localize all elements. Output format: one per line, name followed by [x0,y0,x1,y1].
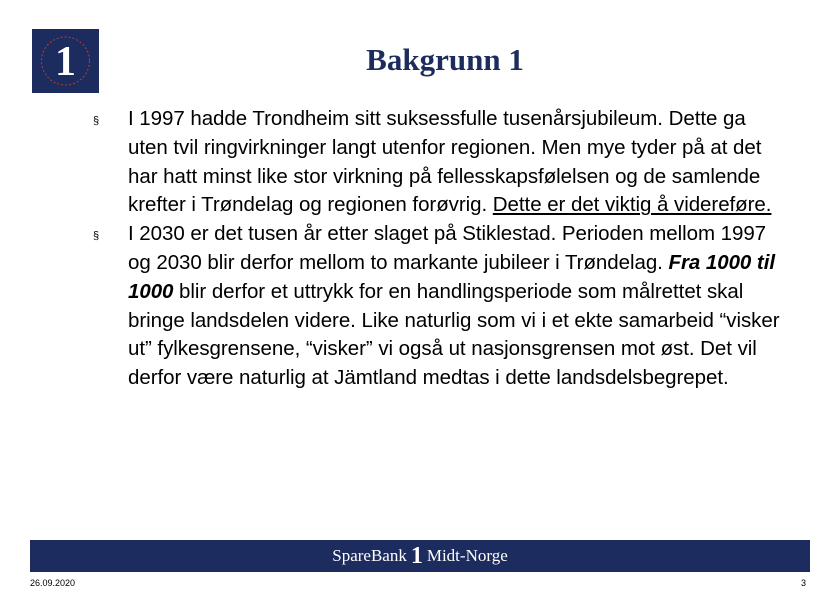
bullet-marker: § [93,115,100,127]
brand-name-right: Midt-Norge [426,546,508,565]
bullet-text-after: blir derfor et uttrykk for en handlingsperiode som målrettet skal bringe landsdelen videre. Like naturlig som vi i et ekte samarbeid “visker ut” fylkesgrensene, “visker” vi også ut nasjonsgrensen mot øst. Det vil derfor være naturlig at Jämtland medtas i dette landsdelsbegrepet. [128,279,780,390]
bullet-text-before: I 2030 er det tusen år etter slaget på Stiklestad. Perioden mellom 1997 og 2030 blir derfor mellom to markante jubileer i Trøndelag. [128,222,767,274]
bullet-text [128,105,790,220]
footer-brand [332,544,508,568]
logo-one-icon [32,29,99,93]
slide-title: Bakgrunn 1 [366,42,524,77]
logo-text: 1 [55,39,76,85]
brand-name-left: SpareBank [332,546,407,565]
bullet-text-main: I 1997 hadde Trondheim sitt suksessfulle tusenårsjubileum. Dette ga uten tvil ringvirkninger langt utenfor regionen. Men mye tyder på at det har hatt minst like stor virkning på fellesskapsfølelsen og de samlende krefter i Trøndelag og regionen forøvrig. [128,107,762,217]
sparebank1-logo [32,29,99,93]
bullet-marker: § [93,230,100,243]
brand-one-icon: 1 [410,543,423,569]
slide-date: 26.09.2020 [30,578,76,588]
bullet-text-emphasis: Fra 1000 til 1000 [128,250,775,303]
slide-content [90,105,790,393]
bullet-text-underlined: Dette er det viktig å videreføre. [492,193,772,217]
bullet-item [90,220,790,393]
page-number: 3 [801,578,807,588]
footer-brand-bar [30,540,810,572]
bullet-text [128,220,790,393]
bullet-item [90,105,790,220]
